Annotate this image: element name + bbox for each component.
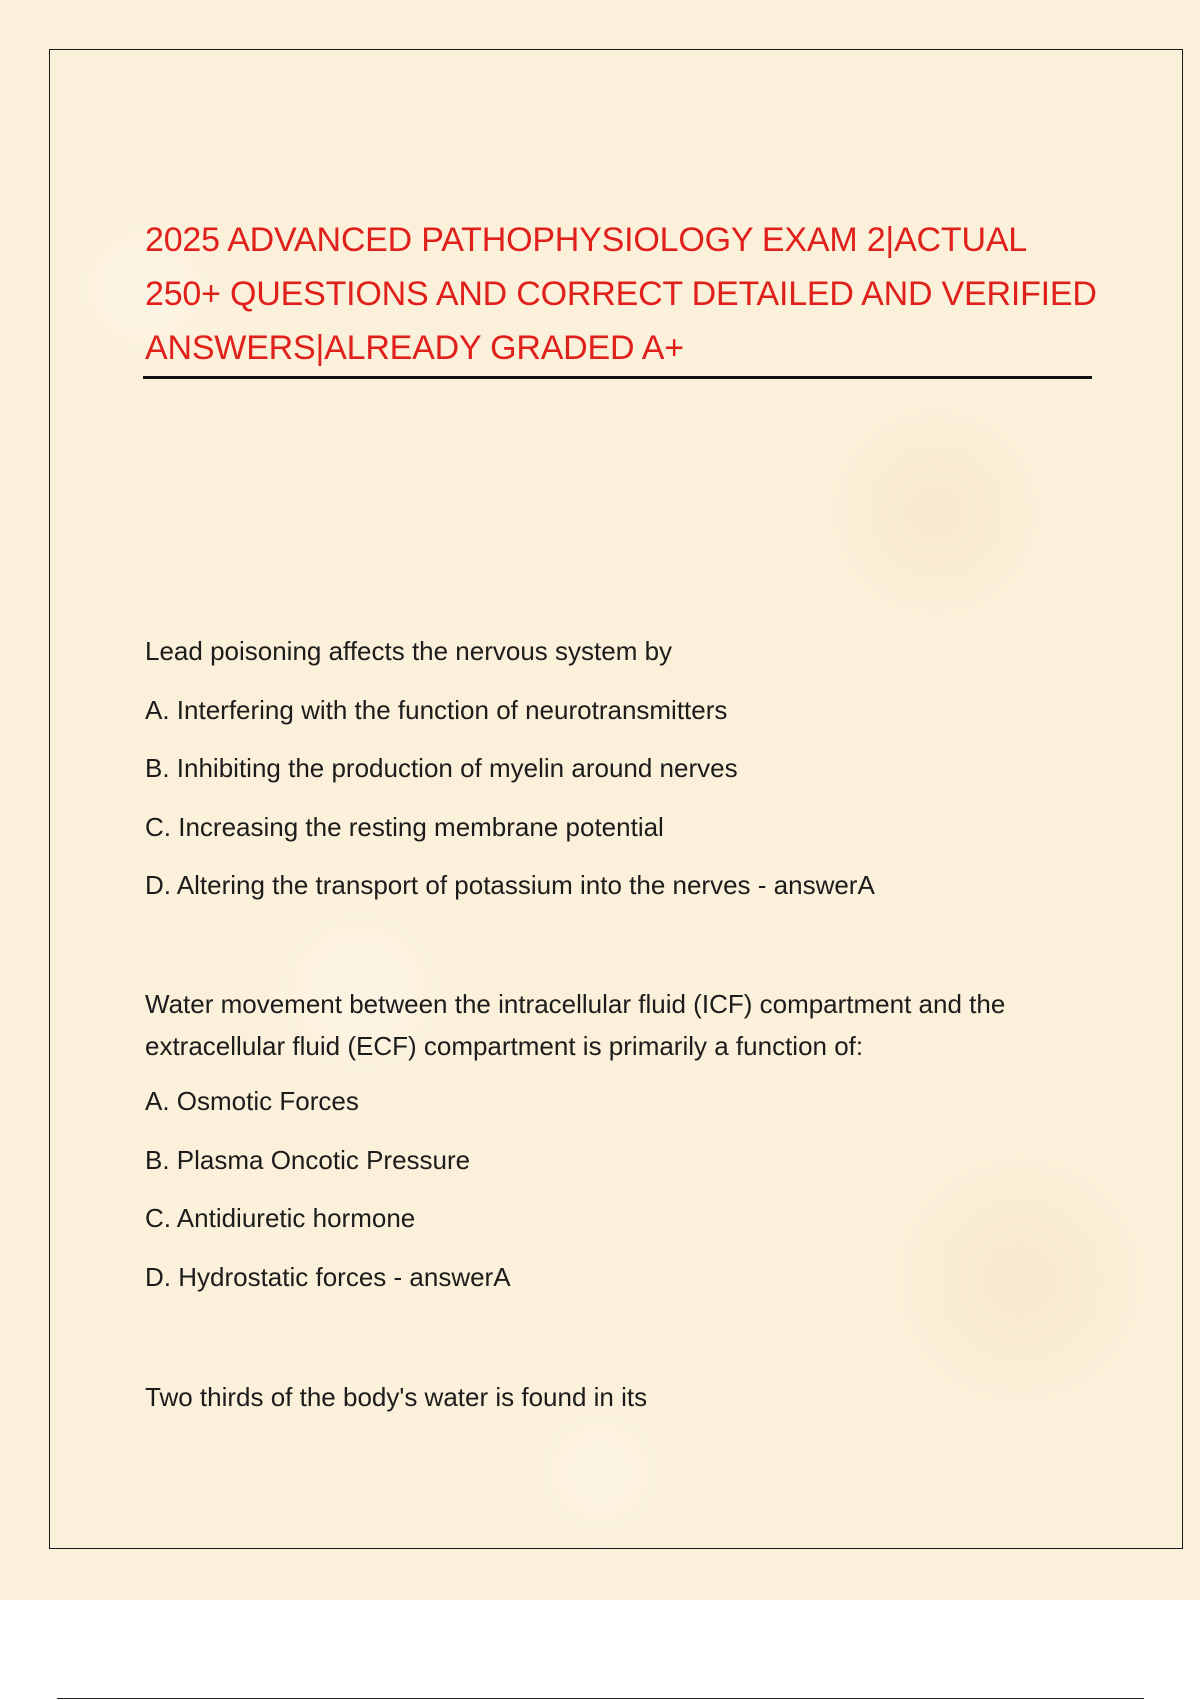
question-2-option-b: B. Plasma Oncotic Pressure: [145, 1144, 471, 1175]
question-2-stem: Water movement between the intracellular fluid (ICF) compartment and the extracellular fluid (ECF) compartment is primarily a function of:: [145, 989, 1006, 1061]
question-1-option-c: C. Increasing the resting membrane potential: [145, 811, 664, 842]
question-1-stem: Lead poisoning affects the nervous system by: [145, 636, 673, 666]
question-1-option-b: B. Inhibiting the production of myelin around nerves: [145, 753, 738, 783]
question-1-option-a: A. Interfering with the function of neurotransmitters: [145, 694, 728, 725]
question-2-option-d: D. Hydrostatic forces - answerA: [145, 1262, 511, 1293]
question-block-2: [145, 983, 1105, 1318]
question-1-option-d: D. Altering the transport of potassium into the nerves - answerA: [145, 870, 875, 900]
title-underline: [143, 376, 1092, 379]
question-2-option-a: A. Osmotic Forces: [145, 1086, 359, 1116]
question-3-stem: Two thirds of the body's water is found in its: [145, 1382, 648, 1412]
question-block-3: [145, 1379, 1105, 1415]
question-block-1: [145, 633, 1105, 926]
question-2-option-c: C. Antidiuretic hormone: [145, 1203, 416, 1234]
document-title: 2025 ADVANCED PATHOPHYSIOLOGY EXAM 2|ACTUAL 250+ QUESTIONS AND CORRECT DETAILED AND VERIFIED ANSWERS|ALREADY GRADED A+: [145, 221, 1097, 367]
footer-divider: [57, 1698, 1144, 1699]
